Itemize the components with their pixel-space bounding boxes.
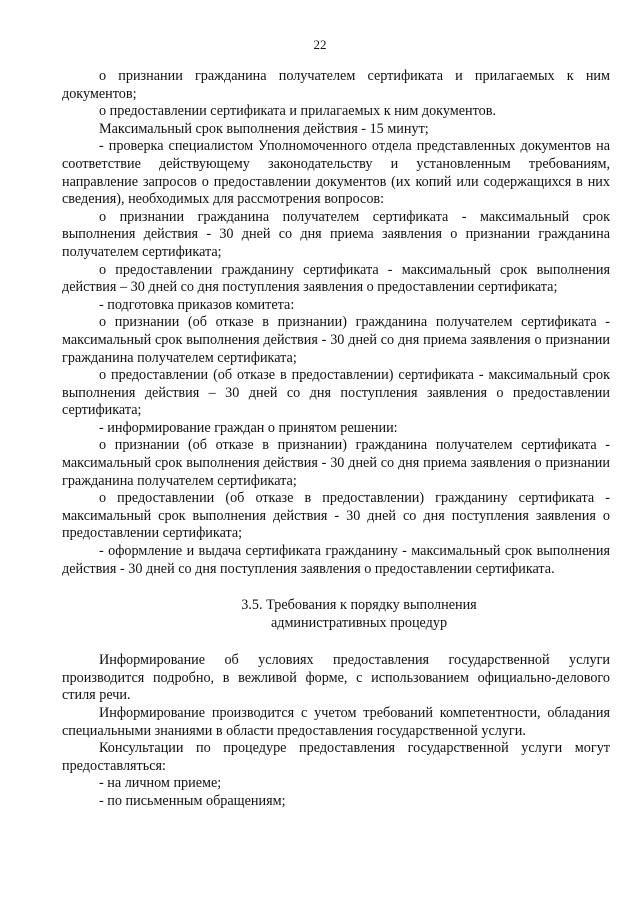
section-heading-line: 3.5. Требования к порядку выполнения <box>241 597 477 614</box>
section-heading-line: административных процедур <box>270 615 448 632</box>
paragraph: о признании гражданина получателем сертификата и прилагаемых к ним документов; <box>62 68 610 102</box>
paragraph: - на личном приеме; <box>99 775 222 792</box>
paragraph: о признании (об отказе в признании) гражданина получателем сертификата - максимальный срок выполнения действия - 30 дней со дня приема заявления о признании гражданина получателем сертификата; <box>62 437 610 489</box>
paragraph: Информирование об условиях предоставления государственной услуги производится подробно, в вежливой форме, с использованием официально-делового стиля речи. <box>62 652 610 704</box>
paragraph: - по письменным обращениям; <box>99 792 286 809</box>
paragraph: о признании гражданина получателем сертификата - максимальный срок выполнения действия - 30 дней со дня приема заявления о признании гражданина получателем сертификата; <box>62 208 610 260</box>
document-body <box>62 68 610 811</box>
paragraph: о предоставлении сертификата и прилагаемых к ним документов. <box>99 103 496 120</box>
paragraph: - проверка специалистом Уполномоченного отдела представленных документов на соответствие действующему законодательству и установленным требованиям, направление запросов о предоставлении документов (их копий или содержащихся в них сведения), необходимых для рассмотрения вопросов: <box>62 138 610 208</box>
paragraph: Консультации по процедуре предоставления государственной услуги могут предоставляться: <box>62 740 610 774</box>
paragraph: о предоставлении (об отказе в предоставлении) сертификата - максимальный срок выполнения действия – 30 дней со дня поступления заявления о предоставлении сертификата; <box>62 367 610 419</box>
paragraph: - информирование граждан о принятом решении: <box>99 419 398 436</box>
section-heading <box>62 596 610 632</box>
paragraph: о предоставлении гражданину сертификата - максимальный срок выполнения действия – 30 дней со дня поступления заявления о предоставлении сертификата; <box>62 261 610 296</box>
paragraph: - оформление и выдача сертификата гражданину - максимальный срок выполнения действия - 30 дней со дня поступления заявления о предоставлении сертификата. <box>62 543 610 577</box>
paragraph: о предоставлении (об отказе в предоставлении) гражданину сертификата - максимальный срок выполнения действия - 30 дней со дня поступления заявления о предоставлении сертификата; <box>62 490 610 542</box>
paragraph: о признании (об отказе в признании) гражданина получателем сертификата - максимальный срок выполнения действия - 30 дней со дня приема заявления о признании гражданина получателем сертификата; <box>62 314 610 366</box>
paragraph: Максимальный срок выполнения действия - 15 минут; <box>99 120 429 137</box>
page-number: 22 <box>313 37 327 52</box>
paragraph: Информирование производится с учетом требований компетентности, обладания специальными знаниями в области предоставления государственной услуги. <box>62 705 610 739</box>
paragraph: - подготовка приказов комитета: <box>99 296 295 313</box>
